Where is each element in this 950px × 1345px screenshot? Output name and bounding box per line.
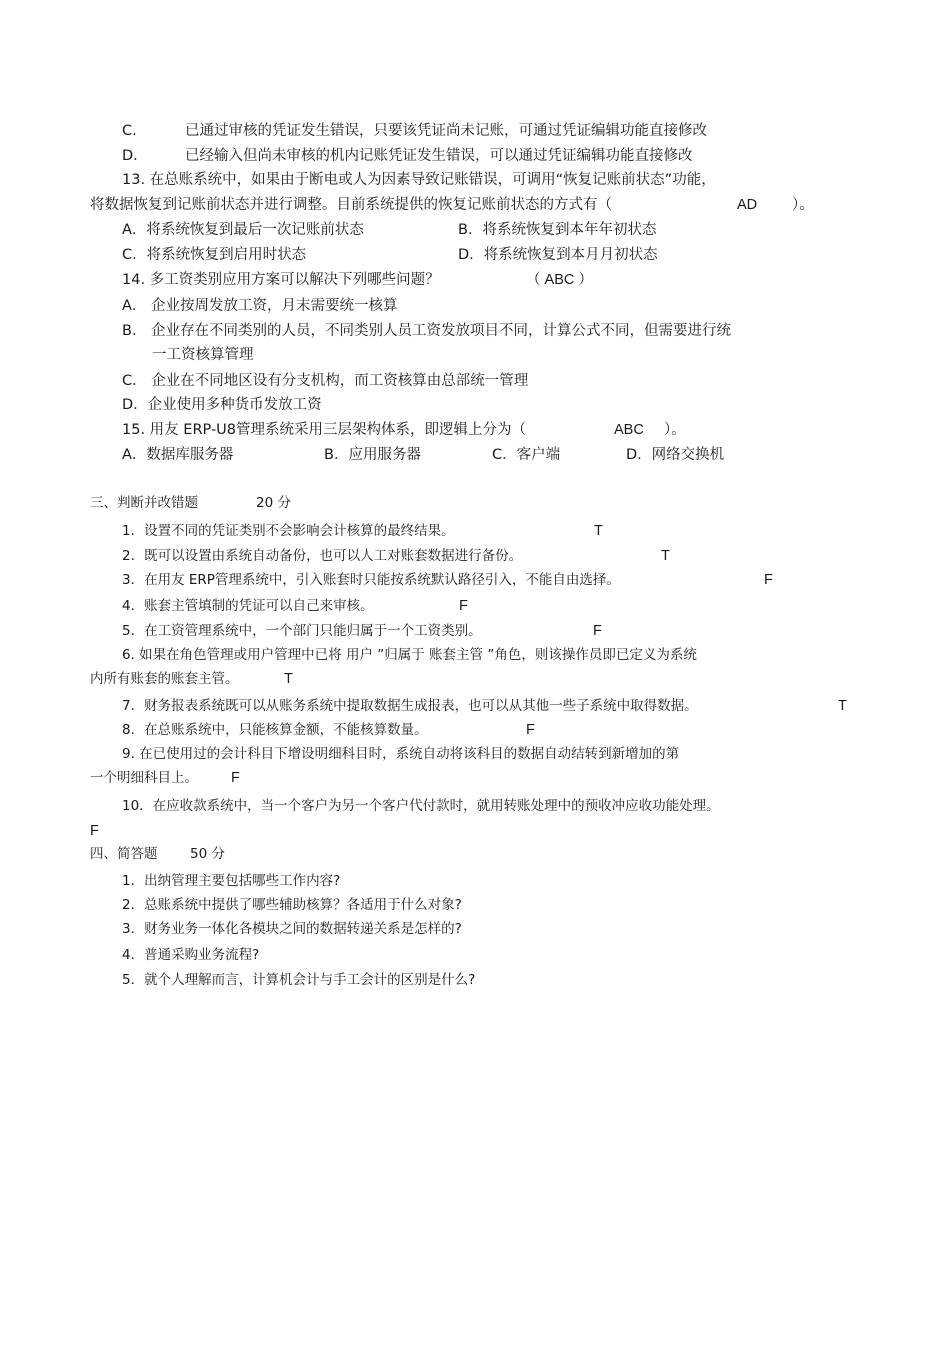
q14-option-d: D．企业使用多种货币发放工资 — [122, 397, 322, 413]
q15-answer: ABC — [614, 422, 644, 438]
tf-item-4: 4．账套主管填制的凭证可以自己来审核。 — [122, 598, 374, 614]
tf-item-5-answer: F — [593, 623, 602, 639]
sa-item-4: 4．普通采购业务流程? — [122, 947, 260, 963]
q13-stem-line1: 13. 在总账系统中，如果由于断电或人为因素导致记账错误，可调用“恢复记账前状态”功能， — [122, 172, 716, 188]
q13-option-c: C．将系统恢复到启用时状态 — [122, 247, 307, 263]
tf-item-9-answer: F — [231, 770, 240, 786]
tf-item-8: 8．在总账系统中，只能核算金额，不能核算数量。 — [122, 722, 428, 738]
tf-item-2: 2．既可以设置由系统自动备份，也可以人工对账套数据进行备份。 — [122, 548, 523, 564]
q12-option-d-letter: D． — [122, 148, 148, 164]
q13-close: ）。 — [792, 197, 814, 213]
q13-option-b: B．将系统恢复到本年年初状态 — [458, 222, 657, 238]
tf-item-3: 3．在用友 ERP管理系统中，引入账套时只能按系统默认路径引入，不能自由选择。 — [122, 572, 620, 588]
sa-item-2: 2．总账系统中提供了哪些辅助核算？各适用于什么对象? — [122, 897, 462, 913]
tf-item-10-answer: F — [90, 823, 99, 839]
sa-item-1: 1．出纳管理主要包括哪些工作内容? — [122, 873, 341, 889]
q12-option-c-letter: C． — [122, 123, 147, 139]
tf-item-10: 10．在应收款系统中，当一个客户为另一个客户代付款时，就用转账处理中的预收冲应收功能处理。 — [122, 798, 720, 814]
q14-option-b-line1: B． 企业存在不同类别的人员，不同类别人员工资发放项目不同，计算公式不同，但需要进行统 — [122, 323, 732, 339]
tf-item-2-answer: T — [661, 548, 670, 564]
tf-item-7: 7．财务报表系统既可以从账务系统中提取数据生成报表，也可以从其他一些子系统中取得数据。 — [122, 698, 698, 714]
q13-option-a: A．将系统恢复到最后一次记账前状态 — [122, 222, 364, 238]
tf-item-6-line2: 内所有账套的账套主管。 — [90, 671, 239, 687]
q14-option-a: A． 企业按周发放工资，月末需要统一核算 — [122, 298, 398, 314]
tf-item-5: 5．在工资管理系统中，一个部门只能归属于一个工资类别。 — [122, 623, 482, 639]
sa-item-5: 5．就个人理解而言，计算机会计与手工会计的区别是什么? — [122, 972, 476, 988]
tf-item-6: 6. 如果在角色管理或用户管理中已将 用户 ”归属于 账套主管 ”角色，则该操作员即已定义为系统 — [122, 647, 697, 663]
q15-close: ）。 — [664, 422, 686, 438]
sa-item-3: 3．财务业务一体化各模块之间的数据转递关系是怎样的? — [122, 921, 462, 937]
tf-item-9: 9. 在已使用过的会计科目下增设明细科目时，系统自动将该科目的数据自动结转到新增加的第 — [122, 746, 680, 762]
q15-stem: 15. 用友 ERP-U8管理系统采用三层架构体系，即逻辑上分为（ — [122, 422, 527, 438]
q13-stem-line2: 将数据恢复到记账前状态并进行调整。目前系统提供的恢复记账前状态的方式有（ — [90, 197, 612, 213]
sa-section-header: 四、简答题 — [90, 846, 158, 862]
q15-option-b: B．应用服务器 — [324, 447, 421, 463]
tf-item-1-answer: T — [594, 523, 603, 539]
q14-stem: 14. 多工资类别应用方案可以解决下列哪些问题？ — [122, 272, 440, 288]
tf-item-1: 1．设置不同的凭证类别不会影响会计核算的最终结果。 — [122, 523, 455, 539]
tf-item-9-line2: 一个明细科目上。 — [90, 770, 198, 786]
q15-option-c: C．客户端 — [492, 447, 561, 463]
sa-section-score: 50 分 — [190, 846, 225, 862]
tf-item-6-answer: T — [284, 671, 293, 687]
q14-option-c: C． 企业在不同地区设有分支机构，而工资核算由总部统一管理 — [122, 373, 529, 389]
q15-option-d: D．网络交换机 — [626, 447, 725, 463]
q15-option-a: A．数据库服务器 — [122, 447, 234, 463]
tf-section-score: 20 分 — [256, 495, 291, 511]
q13-option-d: D．将系统恢复到本月月初状态 — [458, 247, 658, 263]
q12-option-d-text: 已经输入但尚未审核的机内记账凭证发生错误，可以通过凭证编辑功能直接修改 — [185, 148, 693, 164]
tf-item-3-answer: F — [764, 572, 773, 588]
tf-section-header: 三、判断并改错题 — [90, 495, 198, 511]
tf-item-7-answer: T — [838, 698, 847, 714]
tf-item-8-answer: F — [526, 722, 535, 738]
q13-answer: AD — [737, 197, 758, 213]
tf-item-4-answer: F — [459, 598, 468, 614]
q14-option-b-line2: 一工资核算管理 — [152, 347, 254, 363]
q14-answer: （ ABC ） — [526, 272, 593, 288]
q12-option-c-text: 已通过审核的凭证发生错误，只要该凭证尚未记账，可通过凭证编辑功能直接修改 — [185, 123, 707, 139]
